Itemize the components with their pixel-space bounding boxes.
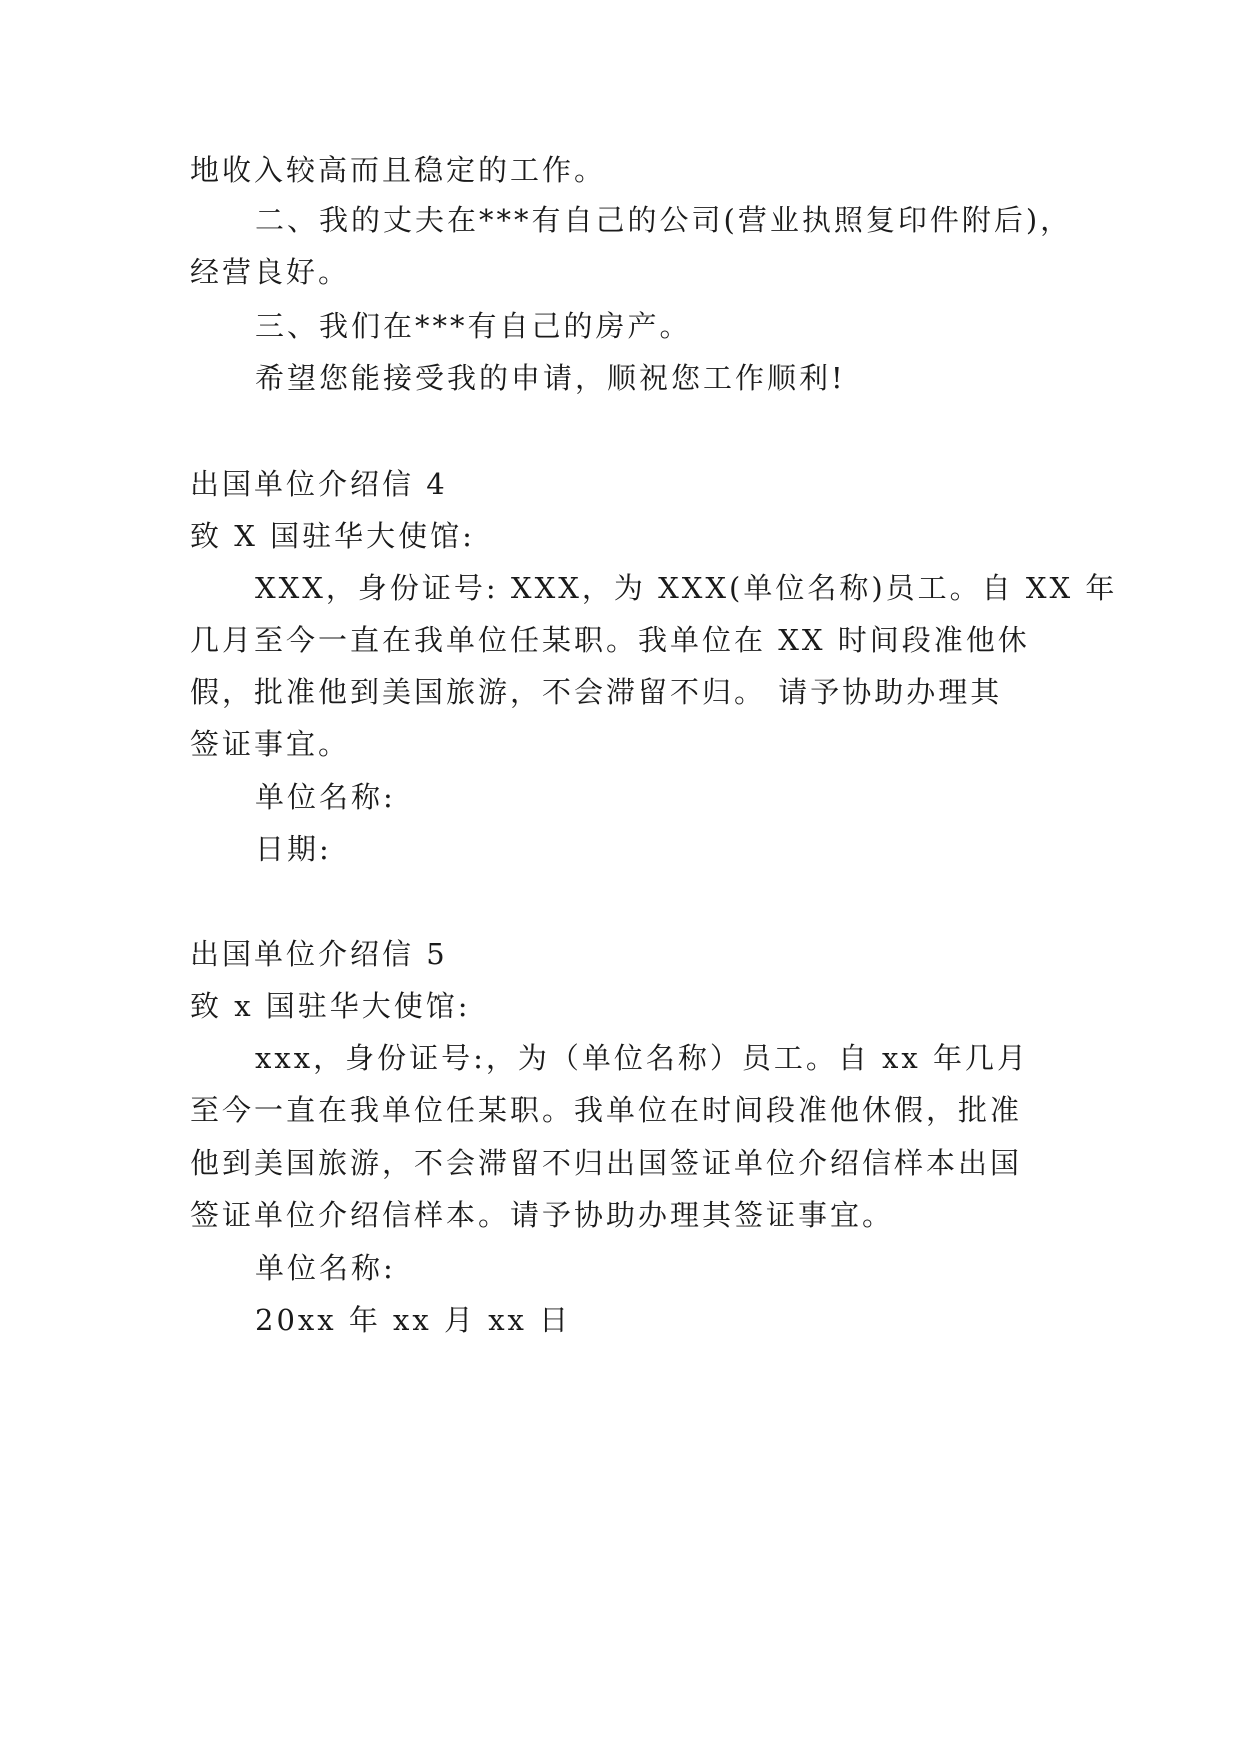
letter-4-salutation: 致 X 国驻华大使馆: (190, 519, 475, 553)
paragraph-line: 三、我们在***有自己的房产。 (255, 309, 692, 343)
paragraph-line: 经营良好。 (190, 255, 351, 289)
letter-5-body-line: 签证单位介绍信样本。请予协助办理其签证事宜。 (190, 1198, 895, 1232)
letter-4-unit-name-label: 单位名称: (255, 780, 396, 814)
letter-5-salutation: 致 x 国驻华大使馆: (190, 989, 471, 1023)
closing-line: 希望您能接受我的申请，顺祝您工作顺利! (255, 361, 846, 395)
letter-4-title: 出国单位介绍信 4 (190, 467, 448, 501)
letter-4-body-line: 几月至今一直在我单位任某职。我单位在 XX 时间段准他休 (190, 623, 1030, 657)
letter-4-body-line: 签证事宜。 (190, 727, 351, 761)
letter-5-body-line: 他到美国旅游，不会滞留不归出国签证单位介绍信样本出国 (190, 1146, 1023, 1180)
paragraph-line: 地收入较高而且稳定的工作。 (190, 153, 607, 187)
letter-5-unit-name-label: 单位名称: (255, 1251, 396, 1285)
letter-5-body-line: 至今一直在我单位任某职。我单位在时间段准他休假，批准 (190, 1093, 1023, 1127)
letter-4-body-line: 假，批准他到美国旅游，不会滞留不归。 请予协助办理其 (190, 675, 1003, 709)
letter-5-date: 20xx 年 xx 月 xx 日 (255, 1303, 572, 1337)
letter-4-body-line: XXX，身份证号: XXX，为 XXX(单位名称)员工。自 XX 年 (255, 571, 1118, 605)
letter-4-date-label: 日期: (255, 832, 332, 866)
letter-5-title: 出国单位介绍信 5 (190, 937, 448, 971)
paragraph-line: 二、我的丈夫在***有自己的公司(营业执照复印件附后)， (255, 203, 1073, 237)
letter-5-body-line: xxx，身份证号:，为（单位名称）员工。自 xx 年几月 (255, 1041, 1029, 1075)
